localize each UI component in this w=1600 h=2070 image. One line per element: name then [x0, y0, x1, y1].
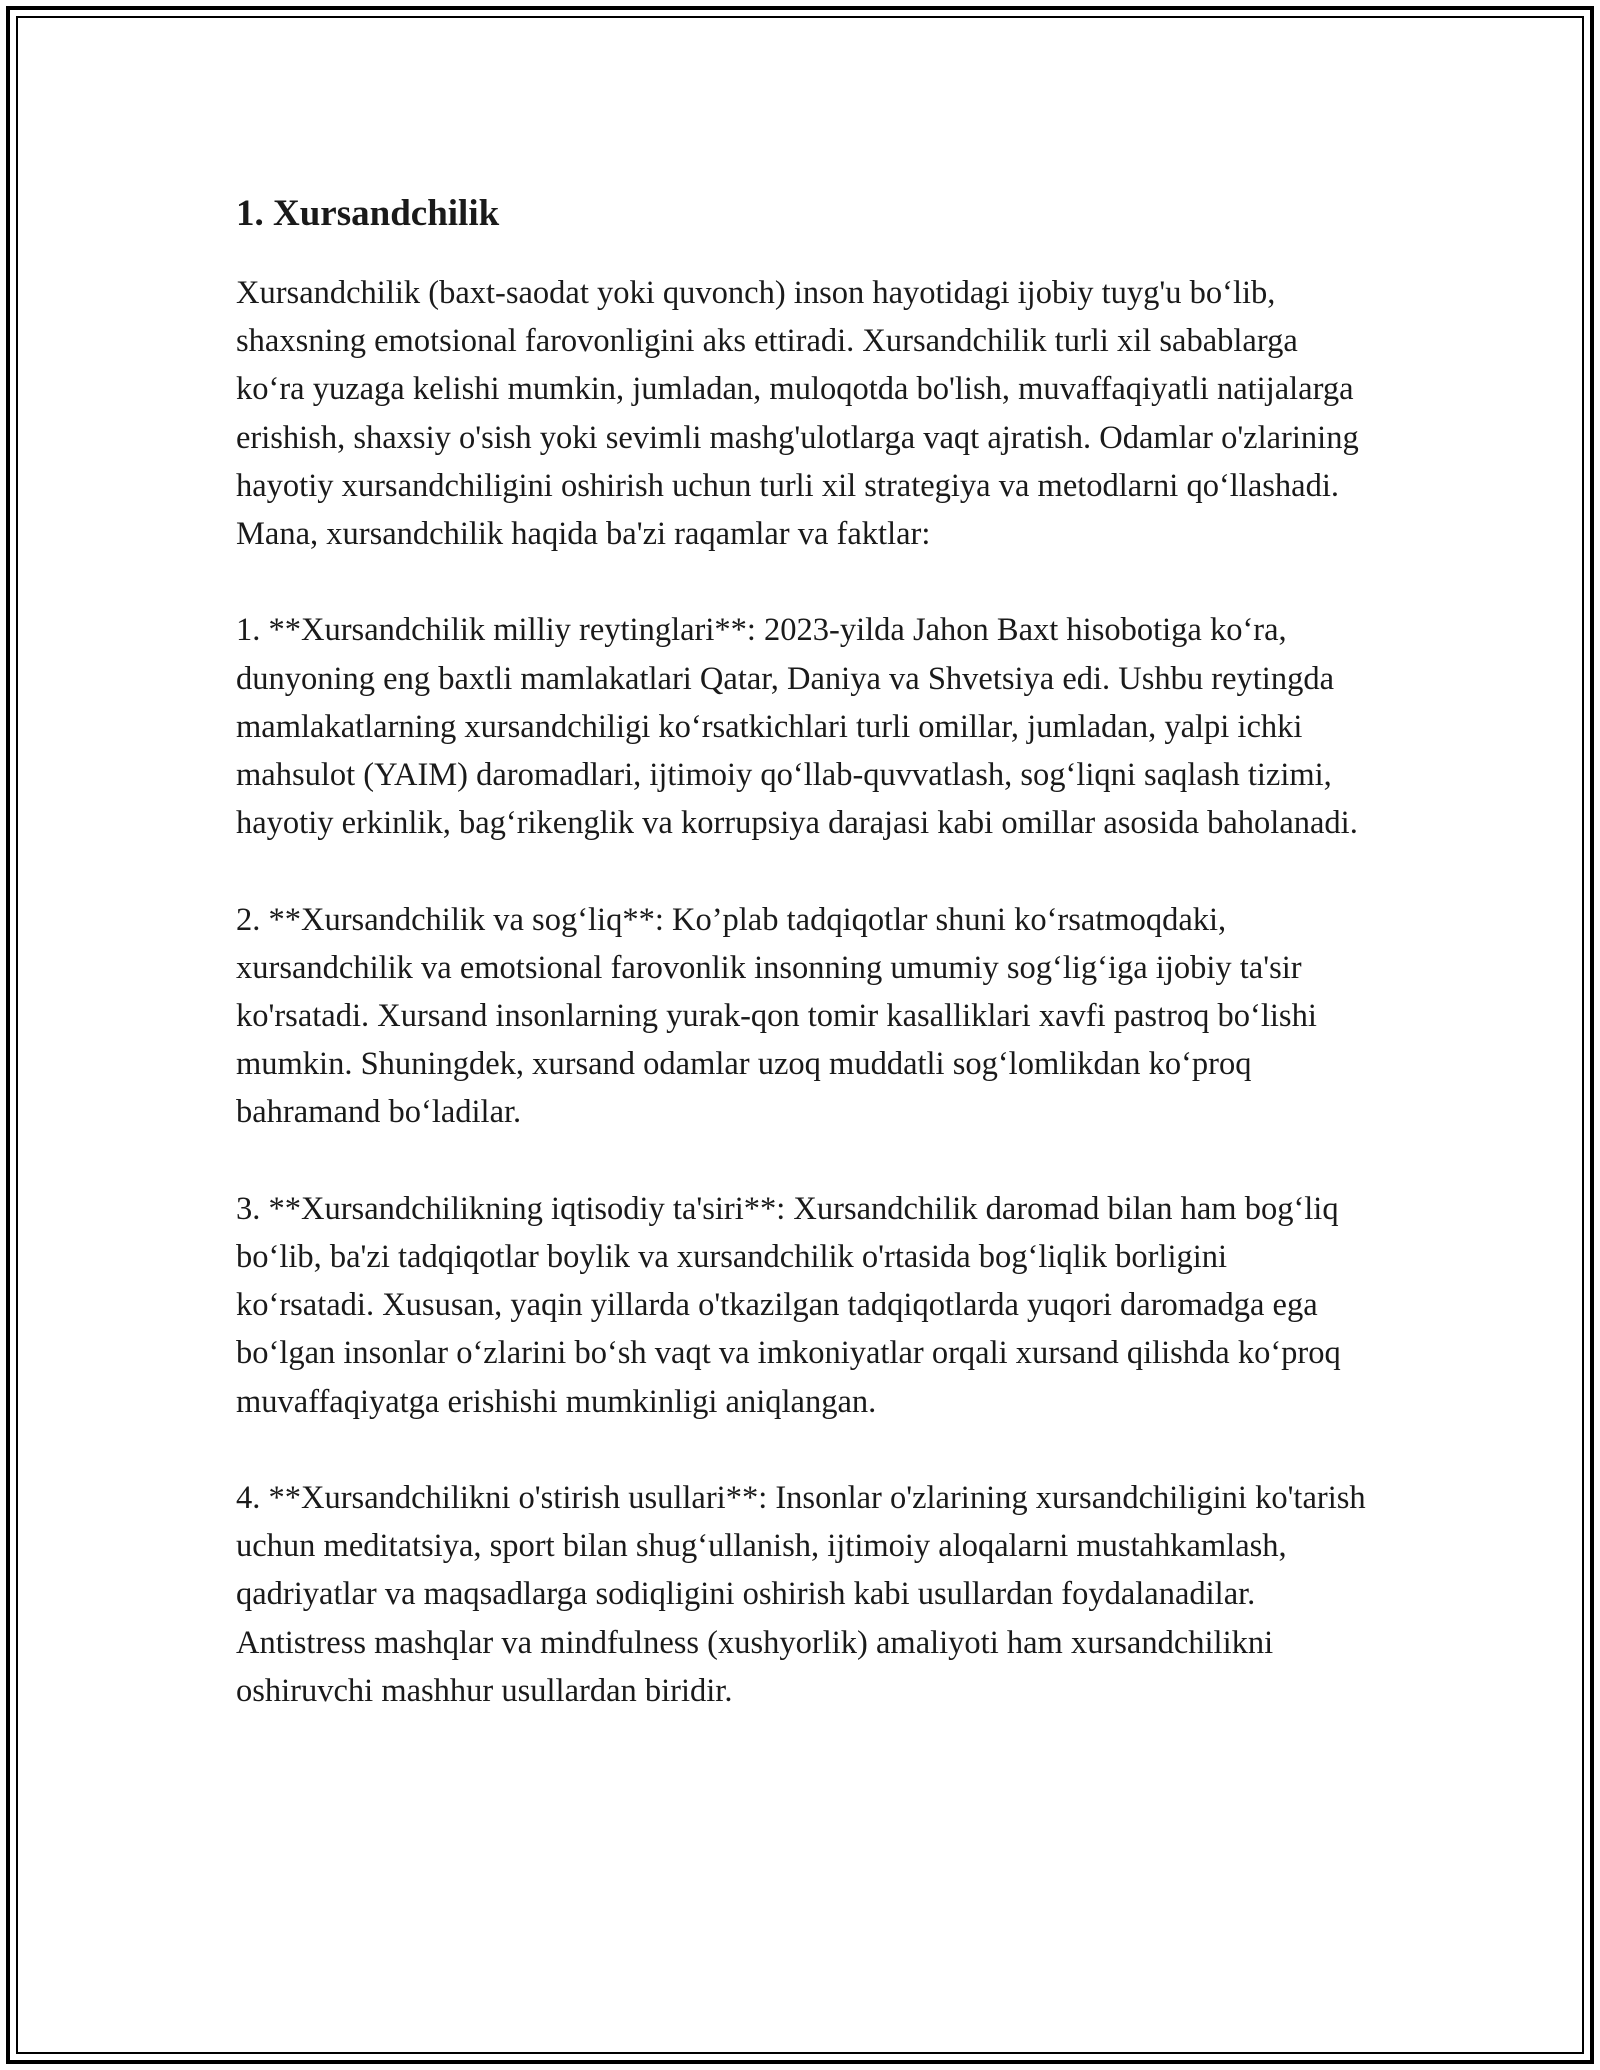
intro-paragraph: Xursandchilik (baxt-saodat yoki quvonch) inson hayotidagi ijobiy tuyg'u bo‘lib, shaxsning emotsional farovonligini aks ettiradi. Xursandchilik turli xil sabablarga ko‘ra yuzaga kelishi mumkin, jumladan, muloqotda bo'lish, muvaffaqiyatli natijalarga erishish, shaxsiy o'sish yoki sevimli mashg'ulotlarga vaqt ajratish. Odamlar o'zlarining hayotiy xursandchiligini oshirish uchun turli xil strategiya va metodlarni qo‘llashadi. Mana, xursandchilik haqida ba'zi raqamlar va faktlar:	[236, 275, 1359, 553]
section-heading: 1. Xursandchilik	[236, 193, 500, 234]
fact-paragraph-4: 4. **Xursandchilikni o'stirish usullari**: Insonlar o'zlarining xursandchiligini ko'tarish uchun meditatsiya, sport bilan shug‘ullanish, ijtimoiy aloqalarni mustahkamlash, qadriyatlar va maqsadlarga sodiqligini oshirish kabi usullardan foydalanadilar. Antistress mashqlar va mindfulness (xushyorlik) amaliyoti ham xursandchilikni oshiruvchi mashhur usullardan biridir.	[236, 1480, 1366, 1709]
fact-paragraph-1: 1. **Xursandchilik milliy reytinglari**: 2023-yilda Jahon Baxt hisobotiga ko‘ra, dunyoning eng baxtli mamlakatlari Qatar, Daniya va Shvetsiya edi. Ushbu reytingda mamlakatlarning xursandchiligi ko‘rsatkichlari turli omillar, jumladan, yalpi ichki mahsulot (YAIM) daromadlari, ijtimoiy qo‘llab-quvvatlash, sog‘liqni saqlash tizimi, hayotiy erkinlik, bag‘rikenglik va korrupsiya darajasi kabi omillar asosida baholanadi.	[236, 612, 1358, 842]
fact-paragraph-3: 3. **Xursandchilikning iqtisodiy ta'siri**: Xursandchilik daromad bilan ham bog‘liq bo‘lib, ba'zi tadqiqotlar boylik va xursandchilik o'rtasida bog‘liqlik borligini ko‘rsatadi. Xususan, yaqin yillarda o'tkazilgan tadqiqotlarda yuqori daromadga ega bo‘lgan insonlar o‘zlarini bo‘sh vaqt va imkoniyatlar orqali xursand qilishda ko‘proq muvaffaqiyatga erishishi mumkinligi aniqlangan.	[236, 1190, 1341, 1420]
fact-paragraph-2: 2. **Xursandchilik va sog‘liq**: Ko’plab tadqiqotlar shuni ko‘rsatmoqdaki, xursandchilik va emotsional farovonlik insonning umumiy sog‘lig‘iga ijobiy ta'sir ko'rsatadi. Xursand insonlarning yurak-qon tomir kasalliklari xavfi pastroq bo‘lishi mumkin. Shuningdek, xursand odamlar uzoq muddatli sog‘lomlikdan ko‘proq bahramand bo‘ladilar.	[236, 901, 1317, 1131]
document-body	[236, 185, 1371, 1763]
